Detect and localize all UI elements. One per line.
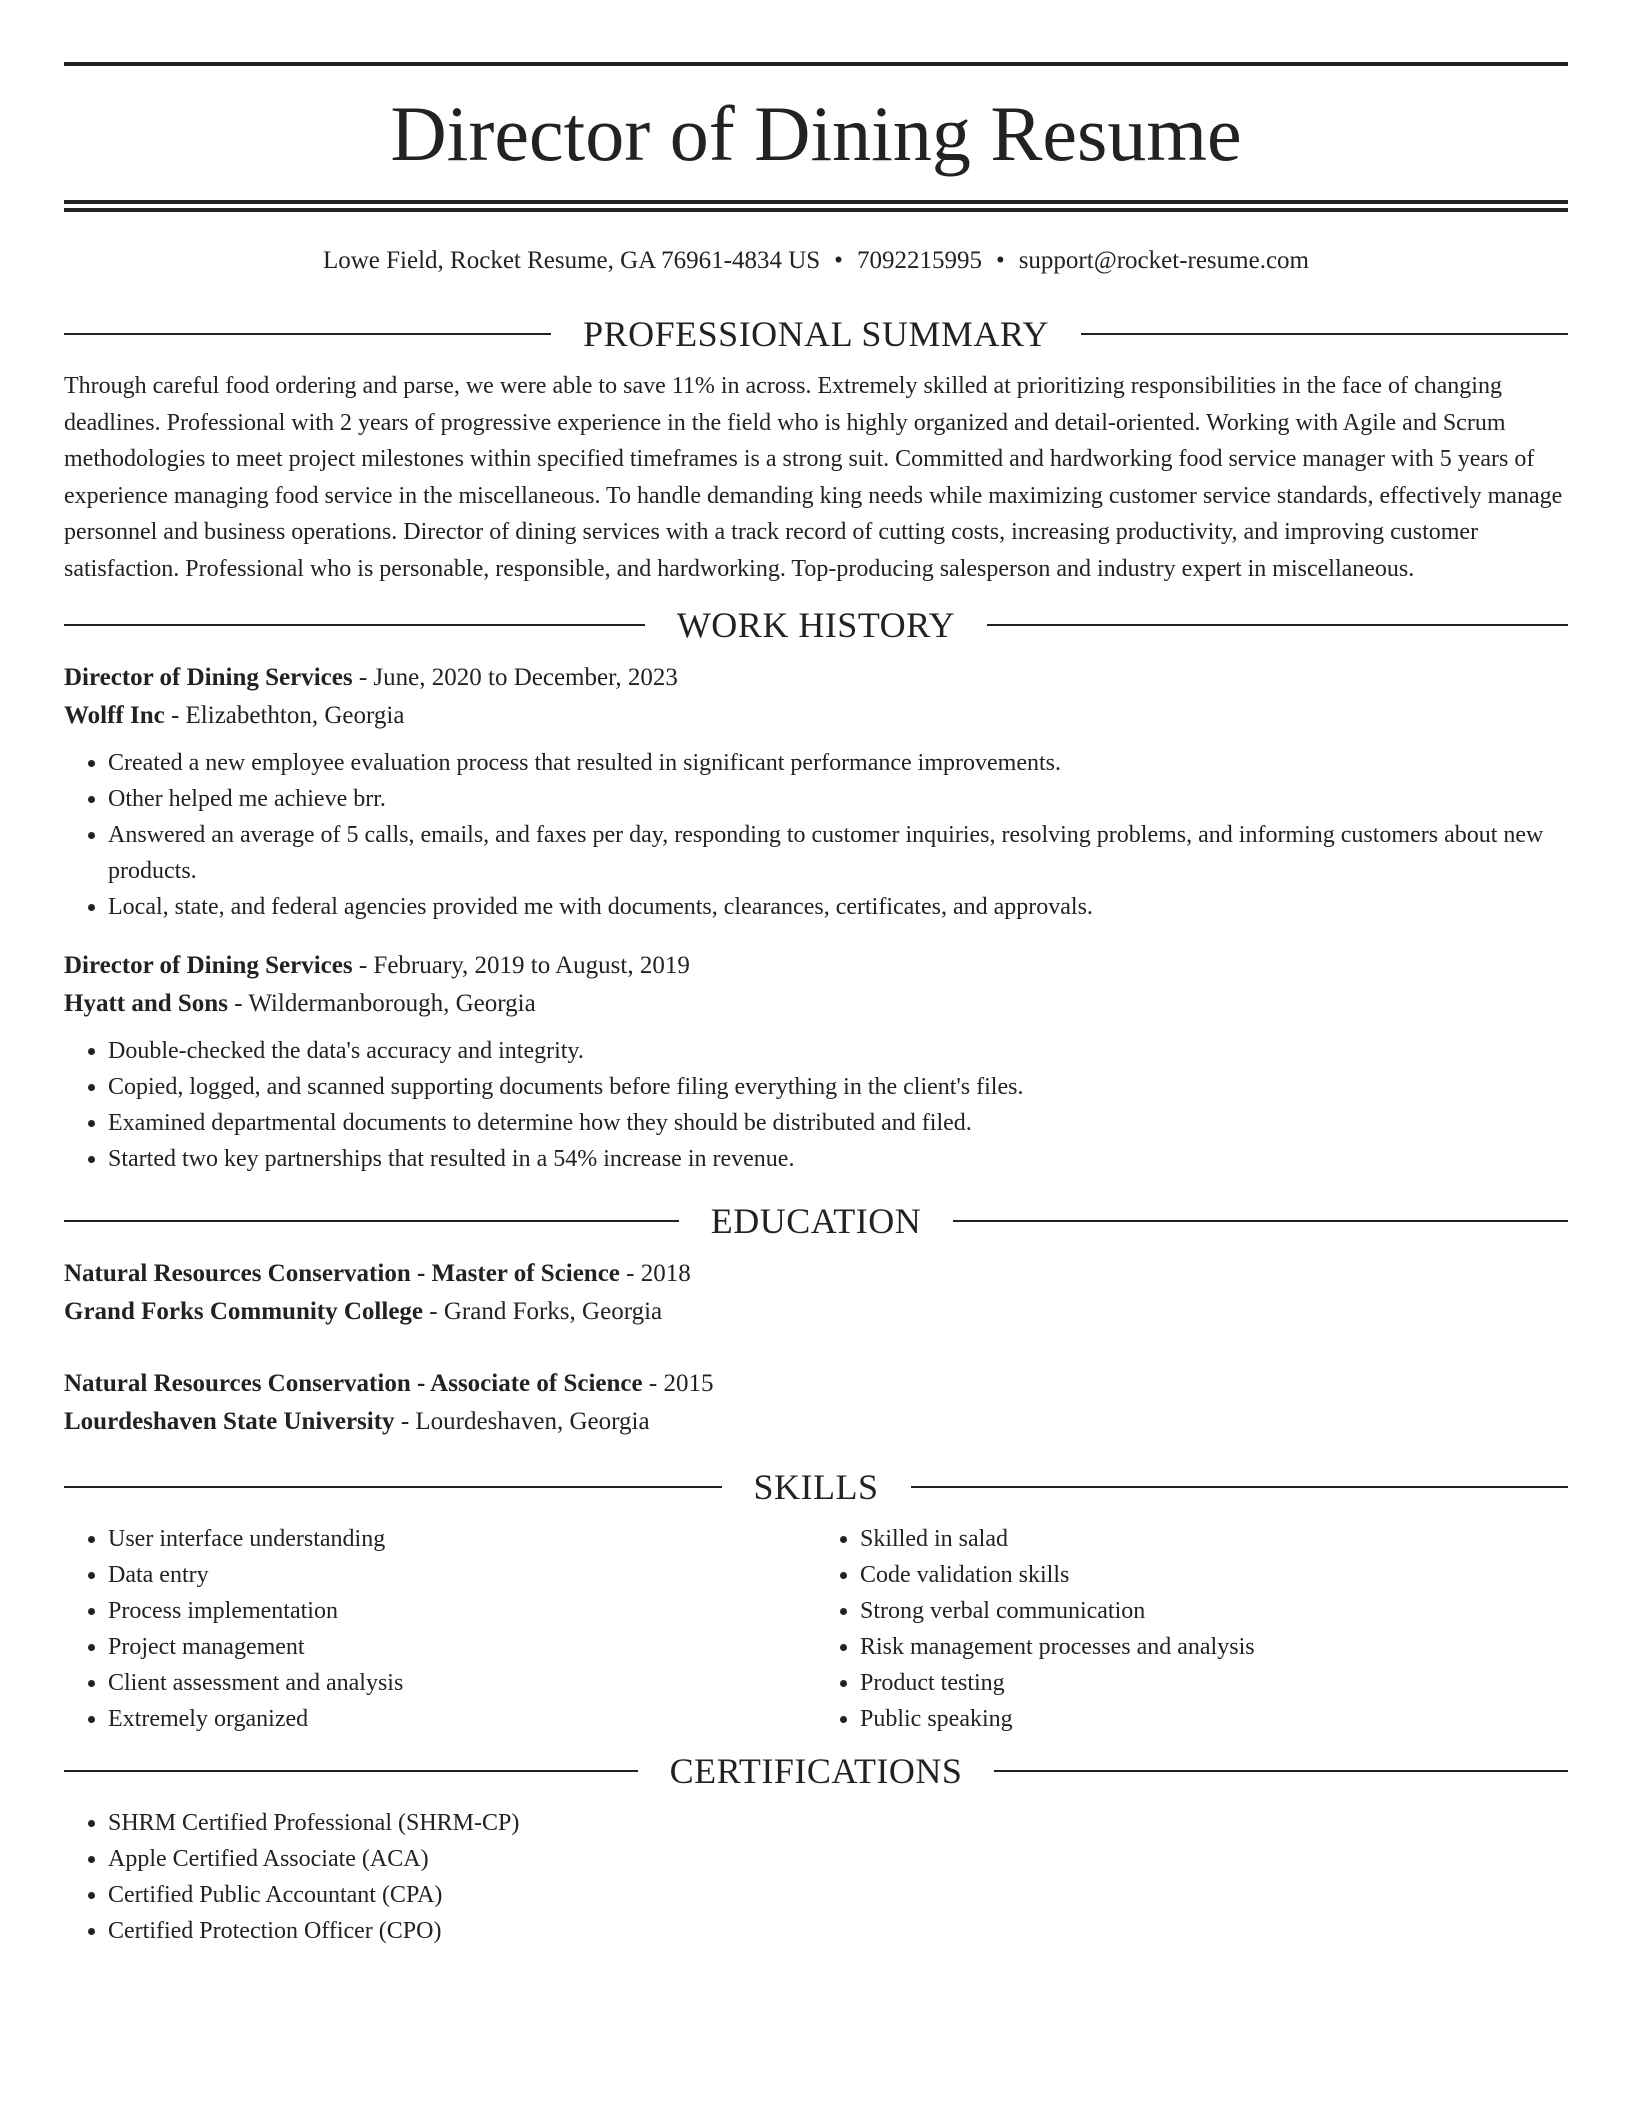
section-rule-left [64, 1220, 679, 1222]
job-bullet: • Examined departmental documents to determine how they should be distributed and filed. [108, 1105, 1568, 1141]
contact-separator: • [995, 247, 1005, 274]
contact-email: support@rocket-resume.com [1018, 247, 1309, 274]
job-role: Director of Dining Services [64, 952, 353, 979]
job-bullet: • Answered an average of 5 calls, emails, and faxes per day, responding to customer inquiries, resolving problems, and informing customers about new products. [108, 817, 1568, 889]
skill-item: • Code validation skills [860, 1557, 1568, 1593]
education-entry [64, 1255, 1568, 1331]
education-degree: Natural Resources Conservation - Master of Science [64, 1260, 620, 1287]
job-location: - Elizabethton, Georgia [164, 702, 405, 729]
certification-item: • Certified Protection Officer (CPO) [108, 1913, 1568, 1949]
skill-item: • Strong verbal communication [860, 1593, 1568, 1629]
section-rule-left [64, 1770, 638, 1772]
skill-item: • Public speaking [860, 1701, 1568, 1737]
education-location: - Lourdeshaven, Georgia [394, 1408, 650, 1435]
section-rule-right [987, 624, 1568, 626]
education-school-line [64, 1293, 1568, 1331]
job-bullet: • Double-checked the data's accuracy and integrity. [108, 1033, 1568, 1069]
education-school: Lourdeshaven State University [64, 1408, 395, 1435]
resume-title: Director of Dining Resume [390, 90, 1242, 177]
skill-item: • Product testing [860, 1665, 1568, 1701]
skill-item: • Skilled in salad [860, 1521, 1568, 1557]
certifications-list [64, 1805, 1568, 1949]
job-entry [64, 659, 1568, 925]
job-company-line [64, 985, 1568, 1023]
job-bullet: • Created a new employee evaluation process that resulted in significant performance improvements. [108, 745, 1568, 781]
section-title-summary: PROFESSIONAL SUMMARY [583, 314, 1049, 354]
skill-item: • User interface understanding [108, 1521, 816, 1557]
section-header-certifications [64, 1749, 1568, 1793]
certification-item: • Apple Certified Associate (ACA) [108, 1841, 1568, 1877]
education-school: Grand Forks Community College [64, 1298, 424, 1325]
contact-separator: • [834, 247, 843, 274]
skill-item: • Risk management processes and analysis [860, 1629, 1568, 1665]
contact-line [64, 246, 1568, 276]
section-rule-right [994, 1770, 1568, 1772]
job-bullet: • Copied, logged, and scanned supporting documents before filing everything in the client's files. [108, 1069, 1568, 1105]
skills-list-left [64, 1521, 816, 1737]
section-title-certifications: CERTIFICATIONS [669, 1751, 963, 1791]
section-header-skills [64, 1465, 1568, 1509]
job-company-line [64, 697, 1568, 735]
section-header-summary [64, 312, 1568, 356]
education-year: - 2015 [642, 1370, 714, 1397]
summary-text: Through careful food ordering and parse, we were able to save 11% in across. Extremely skilled at prioritizing responsibilities in the face of changing deadlines. Professional with 2 years of progressive experience in the field who is highly organized and detail-oriented. Working with Agile and Scrum methodologies to meet project milestones within specified timeframes is a strong suit. Committed and hardworking food service manager with 5 years of experience managing food service in the miscellaneous. To handle demanding king needs while maximizing customer service standards, effectively manage personnel and business operations. Director of dining services with a track record of cutting costs, increasing productivity, and improving customer satisfaction. Professional who is personable, responsible, and hardworking. Top-producing salesperson and industry expert in miscellaneous. [64, 373, 1563, 582]
section-header-education [64, 1199, 1568, 1243]
job-bullet: • Started two key partnerships that resulted in a 54% increase in revenue. [108, 1141, 1568, 1177]
job-role-line [64, 947, 1568, 985]
skill-item: • Data entry [108, 1557, 816, 1593]
job-bullet: • Local, state, and federal agencies provided me with documents, clearances, certificates, and approvals. [108, 889, 1568, 925]
contact-phone: 7092215995 [856, 247, 982, 274]
section-header-work [64, 603, 1568, 647]
top-rule [64, 62, 1568, 66]
skills-columns [64, 1521, 1568, 1737]
certification-item: • Certified Public Accountant (CPA) [108, 1877, 1568, 1913]
job-company: Hyatt and Sons [64, 990, 228, 1017]
education-degree: Natural Resources Conservation - Associate of Science [64, 1370, 643, 1397]
section-title-work: WORK HISTORY [676, 605, 956, 645]
section-title-skills: SKILLS [753, 1467, 879, 1507]
skill-item: • Process implementation [108, 1593, 816, 1629]
skill-item: • Extremely organized [108, 1701, 816, 1737]
job-company: Wolff Inc [64, 702, 165, 729]
section-rule-left [64, 1486, 722, 1488]
education-degree-line [64, 1255, 1568, 1293]
job-entry [64, 947, 1568, 1177]
contact-address: Lowe Field, Rocket Resume, GA 76961-4834 US [322, 247, 821, 274]
section-rule-left [64, 333, 551, 335]
skill-item: • Client assessment and analysis [108, 1665, 816, 1701]
title-double-rule [64, 200, 1568, 212]
section-rule-right [1081, 333, 1568, 335]
job-bullets [64, 745, 1568, 925]
job-dates: - June, 2020 to December, 2023 [352, 664, 678, 691]
education-school-line [64, 1403, 1568, 1441]
education-year: - 2018 [619, 1260, 691, 1287]
section-title-education: EDUCATION [710, 1201, 922, 1241]
education-entry [64, 1365, 1568, 1441]
education-degree-line [64, 1365, 1568, 1403]
job-role: Director of Dining Services [64, 664, 353, 691]
job-bullets [64, 1033, 1568, 1177]
job-dates: - February, 2019 to August, 2019 [352, 952, 690, 979]
education-location: - Grand Forks, Georgia [423, 1298, 663, 1325]
job-location: - Wildermanborough, Georgia [227, 990, 536, 1017]
certification-item: • SHRM Certified Professional (SHRM-CP) [108, 1805, 1568, 1841]
section-rule-right [911, 1486, 1569, 1488]
section-rule-left [64, 624, 645, 626]
job-bullet: • Other helped me achieve brr. [108, 781, 1568, 817]
skill-item: • Project management [108, 1629, 816, 1665]
section-rule-right [953, 1220, 1568, 1222]
job-role-line [64, 659, 1568, 697]
skills-list-right [816, 1521, 1568, 1737]
